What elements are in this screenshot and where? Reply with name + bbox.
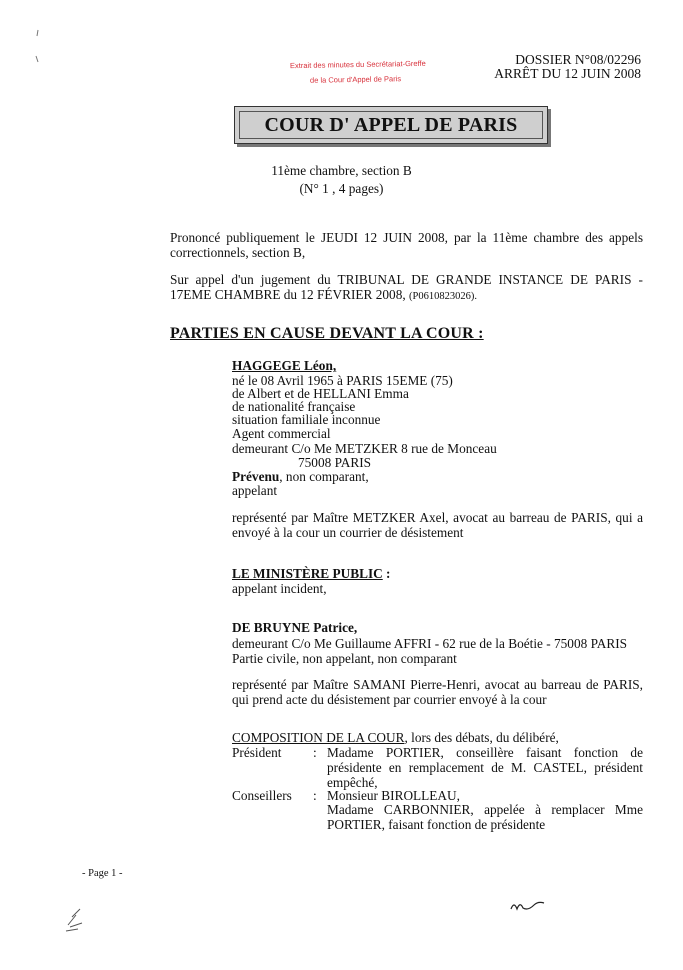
composition-title-rest: , lors des débats, du délibéré, <box>404 730 559 745</box>
court-stamp-line-1: Extrait des minutes du Secrétariat-Greffe <box>289 58 426 71</box>
civil-party-address: demeurant C/o Me Guillaume AFFRI - 62 rue de la Boétie - 75008 PARIS <box>232 636 628 651</box>
conseillers-label: Conseillers <box>232 788 292 803</box>
defendant-representation: représenté par Maître METZKER Axel, avocat au barreau de PARIS, qui a envoyé à la cour un courrier de désistement <box>232 510 643 540</box>
page-count-line: (N° 1 , 4 pages) <box>299 181 384 196</box>
civil-party-status: Partie civile, non appelant, non comparant <box>232 651 457 666</box>
president-label: Président <box>232 745 282 760</box>
court-stamp-line-2: de la Cour d'Appel de Paris <box>309 74 402 85</box>
parties-section-title: PARTIES EN CAUSE DEVANT LA COUR : <box>170 325 484 342</box>
pronounced-paragraph: Prononcé publiquement le JEUDI 12 JUIN 2008, par la 11ème chambre des appels correctionnels, section B, <box>170 230 643 260</box>
court-title: COUR D' APPEL DE PARIS <box>239 111 543 139</box>
composition-title: COMPOSITION DE LA COUR <box>232 730 405 745</box>
margin-mark <box>33 28 43 68</box>
conseiller-1: Monsieur BIROLLEAU, <box>327 788 460 803</box>
defendant-birth: né le 08 Avril 1965 à PARIS 15EME (75) <box>232 373 453 388</box>
civil-party-representation: représenté par Maître SAMANI Pierre-Henri, avocat au barreau de PARIS, qui prend acte du désistement par courrier envoyé à la cour <box>232 677 643 707</box>
arret-date: ARRÊT DU 12 JUIN 2008 <box>494 66 641 81</box>
composition-heading <box>232 730 559 745</box>
page-number: - Page 1 - <box>82 868 123 879</box>
defendant-address: demeurant C/o Me METZKER 8 rue de Monceau <box>232 441 497 456</box>
defendant-status-label: Prévenu <box>232 469 280 484</box>
court-title-box <box>234 106 548 144</box>
defendant-nationality: de nationalité française <box>232 399 356 414</box>
defendant-name: HAGGEGE Léon, <box>232 358 337 373</box>
defendant-parents: de Albert et de HELLANI Emma <box>232 386 409 401</box>
defendant-appellant: appelant <box>232 483 278 498</box>
conseillers-colon: : <box>313 788 317 803</box>
handwritten-mark <box>62 905 92 935</box>
defendant-status-text: , non comparant, <box>279 469 369 484</box>
ministere-public-role: appelant incident, <box>232 581 327 596</box>
appeal-text: Sur appel d'un jugement du TRIBUNAL DE GRANDE INSTANCE DE PARIS - 17EME CHAMBRE du 12 FÉVRIER 2008, <box>170 272 643 302</box>
ministere-public-title: LE MINISTÈRE PUBLIC <box>232 566 383 581</box>
ministere-public-colon: : <box>382 566 391 581</box>
civil-party-name: DE BRUYNE Patrice, <box>232 620 358 635</box>
chamber-line: 11ème chambre, section B <box>271 163 412 178</box>
appeal-reference: (P0610823026). <box>409 291 477 302</box>
dossier-number: DOSSIER N°08/02296 <box>515 52 641 67</box>
defendant-profession: Agent commercial <box>232 426 331 441</box>
defendant-family-status: situation familiale inconnue <box>232 412 381 427</box>
conseiller-2: Madame CARBONNIER, appelée à remplacer Mme PORTIER, faisant fonction de présidente <box>327 802 643 832</box>
defendant-status <box>232 469 369 484</box>
president-colon: : <box>313 745 317 760</box>
defendant-postal-code: 75008 PARIS <box>298 455 372 470</box>
president-text: Madame PORTIER, conseillère faisant fonction de présidente en remplacement de M. CASTEL, président empêché, <box>327 745 643 790</box>
appeal-paragraph <box>170 272 643 304</box>
ministere-public-heading <box>232 566 391 581</box>
handwritten-initials <box>508 895 548 917</box>
